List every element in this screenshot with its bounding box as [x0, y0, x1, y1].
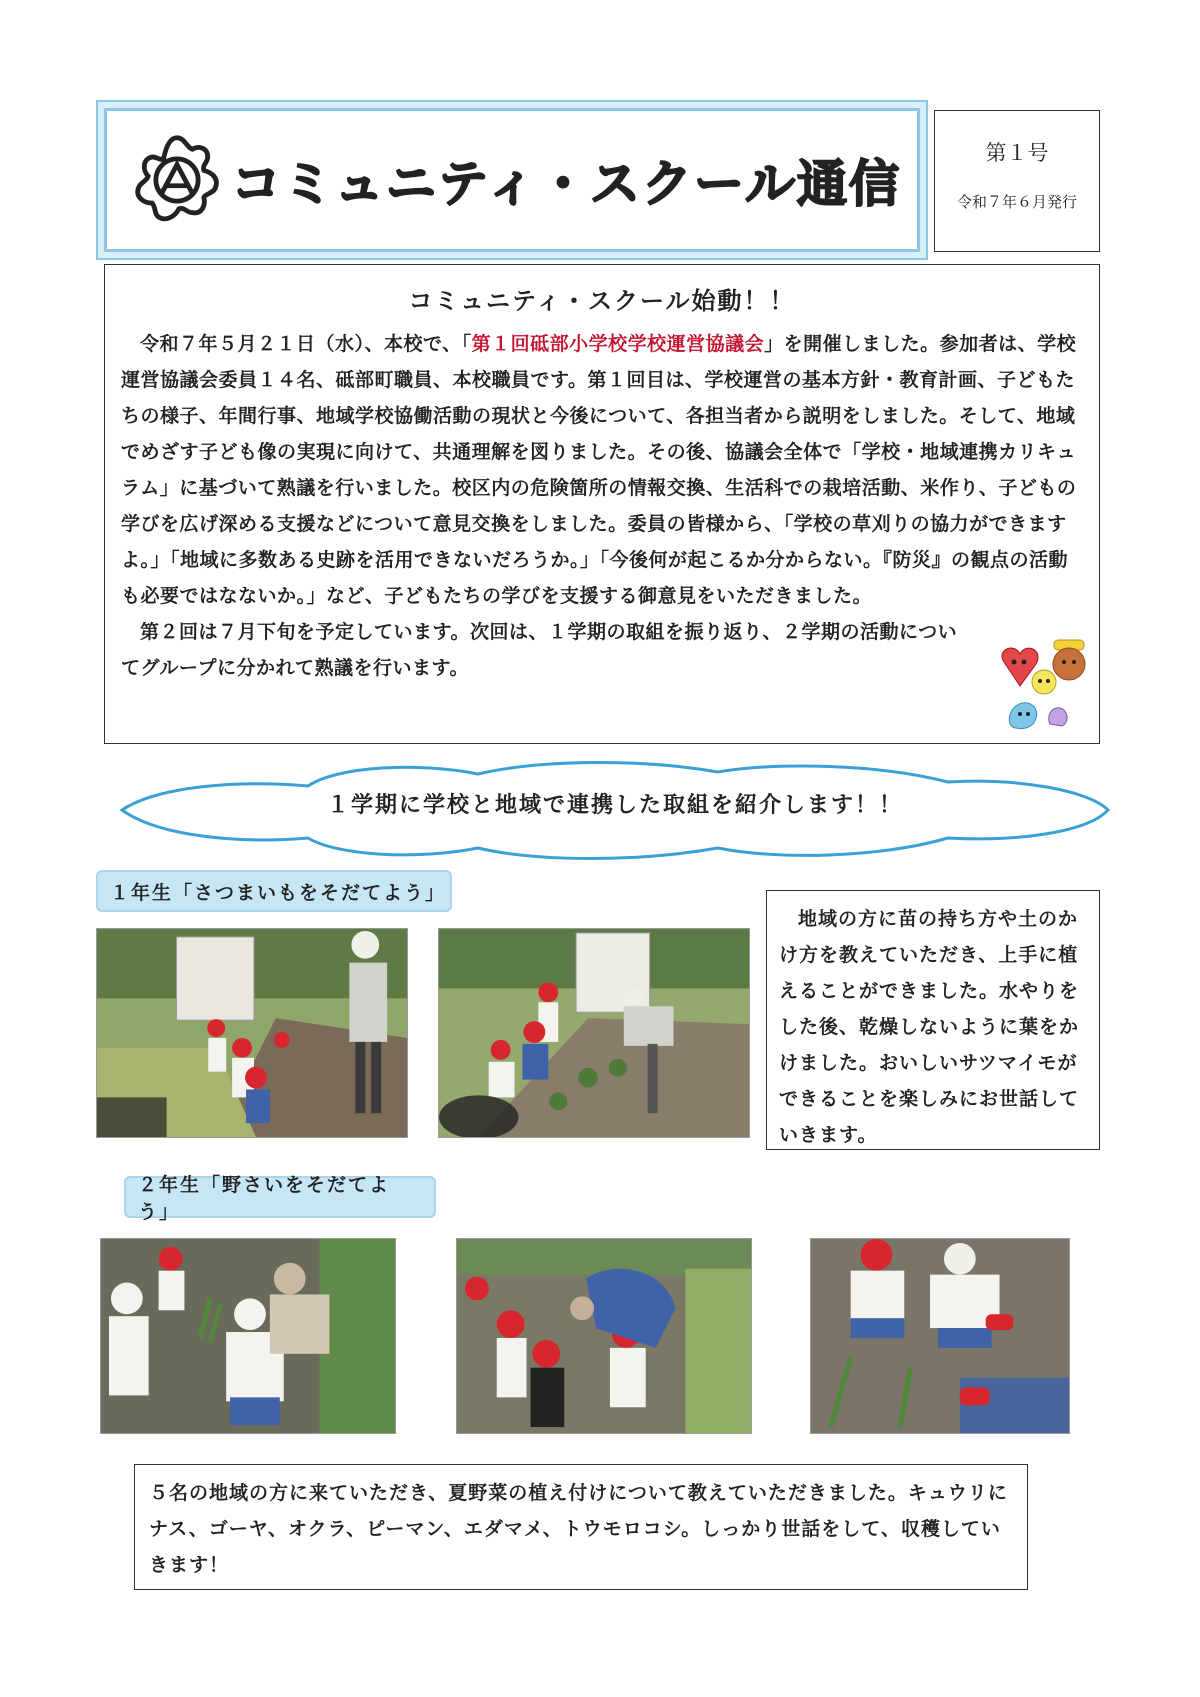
- photo-grade1-sweet-potato-2: [438, 928, 750, 1138]
- photo-grade1-sweet-potato-1: [96, 928, 408, 1138]
- article-paragraph-1: [121, 326, 1083, 614]
- grade2-caption-box: [134, 1464, 1028, 1590]
- section-heading: １学期に学校と地域で連携した取組を紹介します！！: [326, 793, 903, 818]
- photo-grade2-vegetables-1: [100, 1238, 396, 1434]
- grade1-caption-box: [766, 890, 1100, 1150]
- newsletter-title: コミュニティ・スクール通信: [231, 155, 901, 213]
- grade1-caption: 地域の方に苗の持ち方や土のかけ方を教えていただき、上手に植えることができました。水やりをした後、乾燥しないように葉をかけました。おいしいサツマイモができることを楽しみにお世話していきます。: [779, 908, 1080, 1146]
- photo-grade2-vegetables-2: [456, 1238, 752, 1434]
- issue-number: 第１号: [985, 141, 1049, 165]
- issue-date: 令和７年６月発行: [956, 193, 1077, 211]
- grade2-caption: ５名の地域の方に来ていただき、夏野菜の植え付けについて教えていただきました。キュウリにナス、ゴーヤ、オクラ、ピーマン、エダマメ、トウモロコシ。しっかり世話をして、収穫していきます！: [149, 1482, 1008, 1576]
- grade1-label: １年生「さつまいもをそだてよう」: [96, 870, 452, 912]
- article-heading: コミュニティ・スクール始動！！: [408, 287, 796, 315]
- article-p1-before: 令和７年５月２１日（水）、本校で、「: [140, 333, 472, 355]
- grade2-label: ２年生「野さいをそだてよう」: [124, 1176, 436, 1218]
- school-emblem-icon: [129, 132, 225, 228]
- mascot-characters: [992, 636, 1092, 738]
- photo-grade2-vegetables-3: [810, 1238, 1070, 1434]
- meeting-name-highlight: 第１回砥部小学校学校運営協議会: [471, 333, 765, 355]
- article-p1-after: 」を開催しました。参加者は、学校運営協議会委員１４名、砥部町職員、本校職員です。第１回目は、学校運営の基本方針・教育計画、子どもたちの様子、年間行事、地域学校協働活動の現状と今後について、各担当者から説明をしました。そして、地域でめざす子ども像の実現に向けて、共通理解を図りました。その後、協議会全体で「学校・地域連携カリキュラム」に基づいて熟議を行いました。校区内の危険箇所の情報交換、生活科での栽培活動、米作り、子どもの学びを広げ深める支援などについて意見交換をしました。委員の皆様から、「学校の草刈りの協力ができますよ。」「地域に多数ある史跡を活用できないだろうか。」「今後何が起こるか分からない。『防災』の観点の活動も必要ではなないか。」など、子どもたちの学びを支援する御意見をいただきました。: [121, 333, 1077, 607]
- issue-box: [934, 110, 1100, 252]
- title-banner: [104, 108, 920, 252]
- article-paragraph-2: 第２回は７月下旬を予定しています。次回は、１学期の取組を振り返り、２学期の活動についてグループに分かれて熟議を行います。: [121, 621, 958, 679]
- article-box: [104, 264, 1100, 744]
